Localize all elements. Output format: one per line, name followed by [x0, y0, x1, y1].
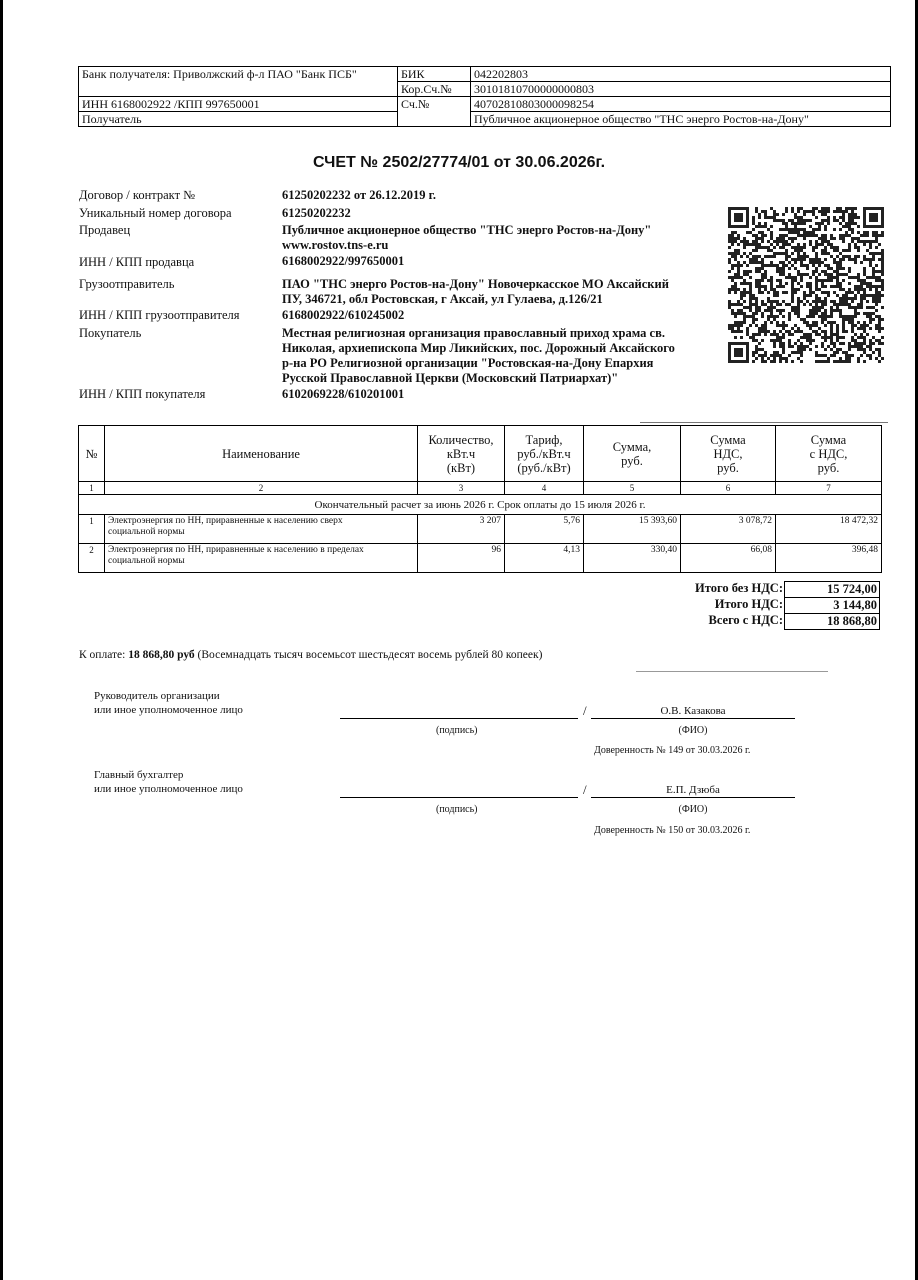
header-quantity-l2: кВт.ч	[446, 446, 476, 461]
separator-line	[636, 671, 828, 672]
header-total-l1: Сумма	[810, 432, 847, 447]
header-quantity-l3: (кВт)	[446, 460, 476, 475]
bik-value: 042202803	[471, 67, 891, 82]
row-name	[105, 515, 418, 544]
payment-amount: 18 868,80 руб	[128, 649, 195, 661]
head-fio-line	[591, 718, 795, 719]
row-vat: 3 078,72	[681, 515, 776, 544]
header-tariff-l2: руб./кВт.ч	[517, 446, 571, 461]
head-sign-caption: (подпись)	[436, 725, 478, 736]
row-name-l1: Электроэнергия по НН, приравненные к населению в пределах	[108, 545, 364, 555]
recipient-label: Получатель	[79, 112, 398, 127]
total-no-vat-label: Итого без НДС:	[695, 581, 783, 595]
table-row	[79, 515, 882, 544]
items-table	[78, 425, 882, 573]
row-name-l2: социальной нормы	[108, 556, 185, 566]
total-vat-value: 3 144,80	[784, 597, 880, 614]
section-header: Окончательный расчет за июнь 2026 г. Срок оплаты до 15 июля 2026 г.	[79, 495, 882, 515]
row-quantity: 3 207	[418, 515, 505, 544]
unique-number-label: Уникальный номер договора	[79, 206, 232, 220]
contract-label: Договор / контракт №	[79, 188, 196, 202]
col-index: 1	[79, 482, 105, 495]
row-name	[105, 544, 418, 573]
head-power-of-attorney: Доверенность № 149 от 30.03.2026 г.	[594, 745, 751, 756]
head-slash: /	[583, 703, 587, 718]
accountant-title-l2: или иное уполномоченное лицо	[94, 783, 243, 795]
account-label: Сч.№	[398, 97, 471, 127]
payment-line	[79, 649, 542, 661]
head-fio-caption: (ФИО)	[678, 725, 708, 736]
header-vat-l3: руб.	[717, 460, 739, 475]
row-sum: 15 393,60	[584, 515, 681, 544]
total-no-vat-value: 15 724,00	[784, 581, 880, 598]
buyer-line-3: р-на РО Религиозной организации "Ростовская-на-Дону Епархия	[282, 356, 654, 370]
bank-details-table	[78, 66, 891, 127]
payment-words: (Восемнадцать тысяч восемьсот шестьдесят восемь рублей 80 копеек)	[197, 649, 543, 661]
seller-value: Публичное акционерное общество "ТНС энерго Ростов-на-Дону"	[282, 223, 652, 237]
total-with-vat-label: Всего с НДС:	[708, 613, 783, 627]
bik-label: БИК	[398, 67, 471, 82]
row-number: 1	[79, 515, 105, 544]
recipient-inn-kpp: ИНН 6168002922 /КПП 997650001	[79, 97, 398, 112]
shipper-inn-value: 6168002922/610245002	[282, 308, 405, 322]
row-sum: 330,40	[584, 544, 681, 573]
kor-value: 30101810700000000803	[471, 82, 891, 97]
header-tariff	[505, 426, 584, 482]
header-sum	[584, 426, 681, 482]
shipper-line-1: ПАО "ТНС энерго Ростов-на-Дону" Новочеркасское МО Аксайский	[282, 277, 669, 291]
qr-code-icon	[728, 207, 884, 363]
recipient-bank: Банк получателя: Приволжский ф-л ПАО "Банк ПСБ"	[79, 67, 398, 97]
head-title-l2: или иное уполномоченное лицо	[94, 704, 243, 716]
separator-line	[640, 422, 888, 423]
contract-value: 61250202232 от 26.12.2019 г.	[282, 188, 436, 202]
seller-label: Продавец	[79, 223, 131, 237]
header-total-l2: с НДС,	[809, 446, 848, 461]
head-signature-line	[340, 718, 578, 719]
col-index: 2	[105, 482, 418, 495]
row-total: 396,48	[776, 544, 882, 573]
scan-border-left	[0, 0, 3, 1280]
header-total	[776, 426, 882, 482]
header-tariff-l1: Тариф,	[525, 432, 563, 447]
row-total: 18 472,32	[776, 515, 882, 544]
col-index: 7	[776, 482, 882, 495]
header-quantity-l1: Количество,	[428, 432, 494, 447]
payment-label: К оплате:	[79, 649, 126, 661]
total-vat-label: Итого НДС:	[714, 597, 783, 611]
shipper-line-2: ПУ, 346721, обл Ростовская, г Аксай, ул Гулаева, д.126/21	[282, 292, 603, 306]
buyer-inn-value: 6102069228/610201001	[282, 387, 405, 401]
row-tariff: 5,76	[505, 515, 584, 544]
table-row	[79, 544, 882, 573]
row-name-l2: социальной нормы	[108, 527, 185, 537]
accountant-name: Е.П. Дзюба	[666, 784, 720, 796]
total-with-vat-value: 18 868,80	[784, 613, 880, 630]
head-name: О.В. Казакова	[660, 705, 726, 717]
header-sum-l1: Сумма,	[612, 439, 652, 454]
header-quantity	[418, 426, 505, 482]
seller-inn-label: ИНН / КПП продавца	[79, 255, 195, 269]
buyer-label: Покупатель	[79, 326, 142, 340]
header-total-l3: руб.	[817, 460, 840, 475]
row-tariff: 4,13	[505, 544, 584, 573]
accountant-fio-caption: (ФИО)	[678, 804, 708, 815]
buyer-line-4: Русской Православной Церкви (Московский Патриархат)"	[282, 371, 619, 385]
seller-inn-value: 6168002922/997650001	[282, 254, 405, 268]
invoice-title: СЧЕТ № 2502/27774/01 от 30.06.2026г.	[312, 154, 606, 171]
row-name-l1: Электроэнергия по НН, приравненные к населению сверх	[108, 516, 343, 526]
shipper-inn-label: ИНН / КПП грузоотправителя	[79, 308, 240, 322]
accountant-title-l1: Главный бухгалтер	[94, 769, 184, 781]
account-value: 40702810803000098254	[471, 97, 891, 112]
buyer-line-2: Николая, архиепископа Мир Ликийских, пос. Дорожный Аксайского	[282, 341, 675, 355]
header-vat	[681, 426, 776, 482]
row-number: 2	[79, 544, 105, 573]
row-quantity: 96	[418, 544, 505, 573]
buyer-line-1: Местная религиозная организация православный приход храма св.	[282, 326, 665, 340]
header-vat-l1: Сумма	[710, 432, 746, 447]
accountant-fio-line	[591, 797, 795, 798]
header-number: №	[79, 426, 105, 482]
header-name: Наименование	[105, 426, 418, 482]
header-vat-l2: НДС,	[713, 446, 743, 461]
col-index: 3	[418, 482, 505, 495]
header-tariff-l3: (руб./кВт)	[517, 460, 571, 475]
col-index: 6	[681, 482, 776, 495]
accountant-signature-line	[340, 797, 578, 798]
accountant-sign-caption: (подпись)	[436, 804, 478, 815]
kor-label: Кор.Сч.№	[398, 82, 471, 97]
shipper-label: Грузоотправитель	[79, 277, 175, 291]
accountant-slash: /	[583, 782, 587, 797]
row-vat: 66,08	[681, 544, 776, 573]
col-index: 5	[584, 482, 681, 495]
unique-number-value: 61250202232	[282, 206, 351, 220]
accountant-power-of-attorney: Доверенность № 150 от 30.03.2026 г.	[594, 825, 751, 836]
recipient-value: Публичное акционерное общество "ТНС энерго Ростов-на-Дону"	[471, 112, 891, 127]
buyer-inn-label: ИНН / КПП покупателя	[79, 387, 206, 401]
head-title-l1: Руководитель организации	[94, 690, 220, 702]
seller-website: www.rostov.tns-e.ru	[282, 238, 389, 252]
header-sum-l2: руб.	[621, 453, 643, 468]
col-index: 4	[505, 482, 584, 495]
